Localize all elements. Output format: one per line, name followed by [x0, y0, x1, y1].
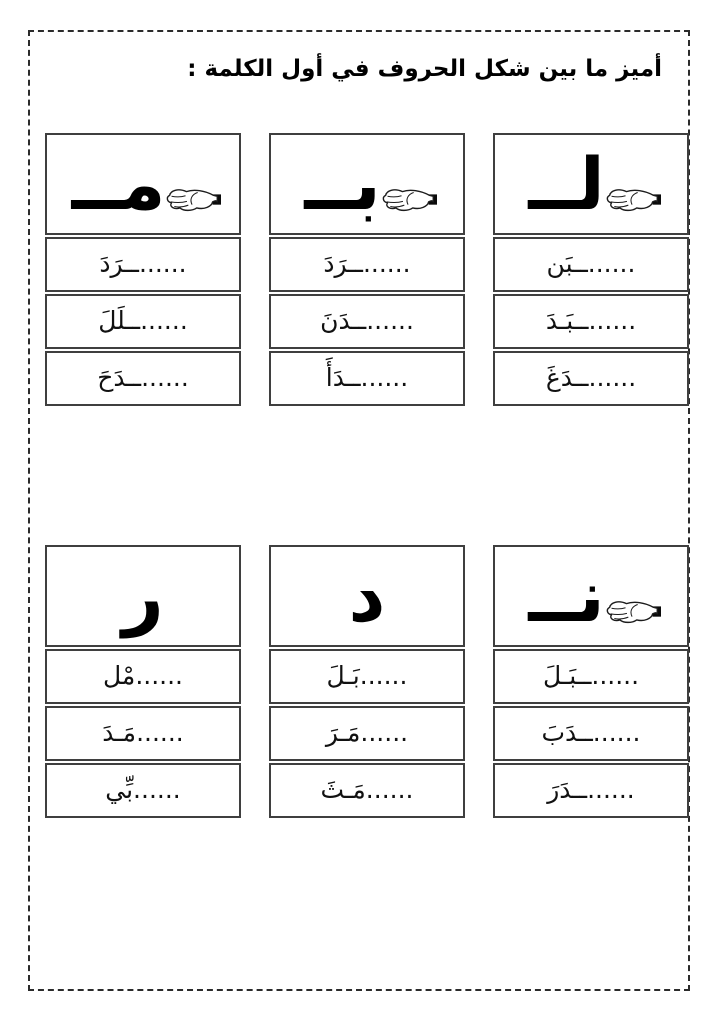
word-row [493, 294, 689, 349]
word-with-blank: ......بَـلَ [326, 661, 408, 691]
word-with-blank: ......ــدَأَ [325, 363, 409, 393]
big-letter: د [348, 554, 386, 638]
word-row [269, 294, 465, 349]
hand-icon [605, 180, 661, 220]
word-row [45, 294, 241, 349]
letter-header [493, 545, 689, 647]
word-row [493, 763, 689, 818]
word-row [269, 763, 465, 818]
word-with-blank: ......ــدَبَ [541, 718, 641, 748]
word-row [45, 706, 241, 761]
worksheet-title: أميز ما بين شكل الحروف في أول الكلمة : [187, 56, 662, 82]
word-row [45, 351, 241, 406]
big-letter: لــ [528, 142, 605, 226]
word-row [269, 649, 465, 704]
word-row [493, 237, 689, 292]
word-with-blank: ......ــدَنَ [320, 306, 414, 336]
big-letter: ر [122, 554, 164, 638]
word-row [493, 649, 689, 704]
letter-card-meem [45, 133, 241, 406]
hand-icon [381, 180, 437, 220]
letter-header [45, 133, 241, 235]
word-row [45, 237, 241, 292]
hand-icon [165, 180, 221, 220]
word-with-blank: ......ــلَلَ [98, 306, 188, 336]
big-letter: نــ [528, 554, 605, 638]
letter-card-lam [493, 133, 689, 406]
word-with-blank: ......مَـرَ [325, 718, 409, 748]
word-with-blank: ......ــرَدَ [99, 249, 187, 279]
word-with-blank: ......ــبَـلَ [542, 661, 640, 691]
word-row [269, 237, 465, 292]
word-with-blank: ......بِّي [105, 775, 181, 805]
word-row [45, 649, 241, 704]
letter-card-ra [45, 545, 241, 818]
word-with-blank: ......مَـثَ [320, 775, 414, 805]
letter-card-ba [269, 133, 465, 406]
word-with-blank: ......مَـدَ [102, 718, 184, 748]
hand-icon [605, 592, 661, 632]
letter-header [45, 545, 241, 647]
letter-header [269, 133, 465, 235]
letter-header [493, 133, 689, 235]
word-with-blank: ......ــرَدَ [323, 249, 411, 279]
cards-grid [45, 133, 689, 818]
word-with-blank: ......مْل [103, 661, 184, 691]
big-letter: بــ [304, 142, 381, 226]
word-row [269, 351, 465, 406]
word-with-blank: ......ــدَغَ [545, 363, 637, 393]
word-with-blank: ......ــبَـدَ [545, 306, 637, 336]
word-row [45, 763, 241, 818]
letter-card-noon [493, 545, 689, 818]
word-row [493, 706, 689, 761]
big-letter: مــ [71, 142, 166, 226]
letter-card-dal [269, 545, 465, 818]
word-with-blank: ......ــدَحَ [97, 363, 189, 393]
word-row [269, 706, 465, 761]
word-with-blank: ......ــبَن [546, 249, 636, 279]
word-with-blank: ......ــدَرَ [547, 775, 635, 805]
letter-header [269, 545, 465, 647]
word-row [493, 351, 689, 406]
